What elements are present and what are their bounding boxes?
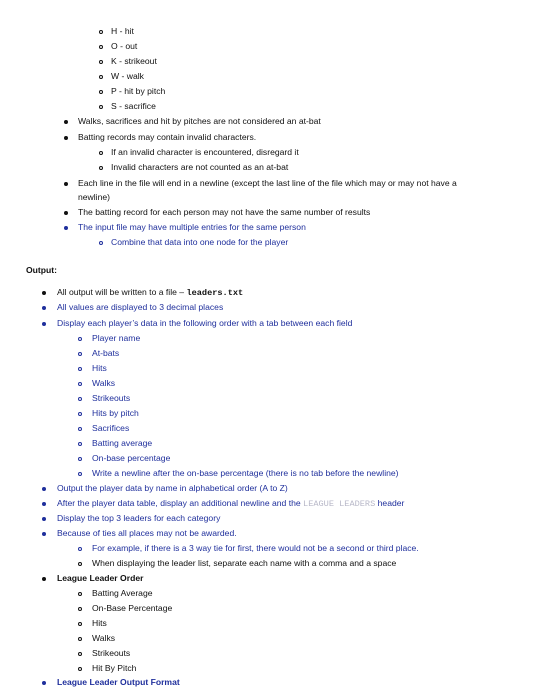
- bullet: [78, 652, 82, 656]
- decimals-note: All values are displayed to 3 decimal places: [57, 302, 224, 312]
- bullet: [78, 352, 82, 356]
- bullet: [78, 637, 82, 641]
- bullet: [64, 136, 68, 140]
- bullet: [78, 412, 82, 416]
- ties-sub-2: When displaying the leader list, separate each name with a comma and a space: [92, 558, 397, 568]
- bullet: [78, 337, 82, 341]
- field-item: Hits by pitch: [92, 408, 139, 418]
- after-table-line: [57, 497, 404, 510]
- display-order: Display each player’s data in the following order with a tab between each field: [57, 318, 353, 328]
- output-file-name: leaders.txt: [186, 288, 244, 298]
- ties-sub-1: For example, if there is a 3 way tie for first, there would not be a second or third place.: [92, 543, 419, 553]
- code-hbp: P - hit by pitch: [111, 86, 166, 96]
- after-table-prefix: After the player data table, display an additional newline and the: [57, 498, 304, 508]
- league-order-item: On-Base Percentage: [92, 603, 173, 613]
- league-order-heading: League Leader Order: [57, 573, 144, 583]
- bullet: [42, 517, 46, 521]
- bullet: [78, 397, 82, 401]
- code-sacrifice: S - sacrifice: [111, 101, 156, 111]
- output-file-prefix: All output will be written to a file –: [57, 287, 187, 297]
- bullet: [78, 622, 82, 626]
- bullet: [78, 442, 82, 446]
- bullet: [64, 182, 68, 186]
- field-item: Hits: [92, 363, 107, 373]
- bullet: [42, 681, 46, 685]
- bullet: [78, 382, 82, 386]
- walks-note: Walks, sacrifices and hit by pitches are not considered an at-bat: [78, 116, 321, 126]
- bullet: [99, 241, 103, 245]
- league-order-item: Walks: [92, 633, 116, 643]
- invalid-sub-2: Invalid characters are not counted as an at-bat: [111, 162, 289, 172]
- bullet: [78, 562, 82, 566]
- bullet: [99, 30, 103, 34]
- field-item: Sacrifices: [92, 423, 130, 433]
- league-order-item: Hit By Pitch: [92, 663, 137, 673]
- bullet: [99, 105, 103, 109]
- bullet: [99, 166, 103, 170]
- bullet: [78, 472, 82, 476]
- league-order-item: Strikeouts: [92, 648, 131, 658]
- bullet: [99, 90, 103, 94]
- bullet: [99, 151, 103, 155]
- league-leaders-code: LEAGUE LEADERS: [303, 499, 376, 509]
- code-out: O - out: [111, 41, 138, 51]
- league-format-heading: League Leader Output Format: [57, 677, 180, 687]
- bullet: [42, 532, 46, 536]
- field-item: Batting average: [92, 438, 153, 448]
- bullet: [42, 487, 46, 491]
- bullet: [99, 60, 103, 64]
- field-item: Walks: [92, 378, 116, 388]
- code-strikeout: K - strikeout: [111, 56, 157, 66]
- invalid-chars: Batting records may contain invalid characters.: [78, 132, 257, 142]
- field-item: Strikeouts: [92, 393, 131, 403]
- code-walk: W - walk: [111, 71, 144, 81]
- bullet: [64, 226, 68, 230]
- combine-note: Combine that data into one node for the player: [111, 237, 289, 247]
- after-table-suffix: header: [375, 498, 405, 508]
- bullet: [42, 502, 46, 506]
- bullet: [42, 306, 46, 310]
- bullet: [78, 607, 82, 611]
- field-item: Write a newline after the on-base percentage (there is no tab before the newline): [92, 468, 399, 478]
- bullet: [64, 211, 68, 215]
- bullet: [99, 45, 103, 49]
- output-file-line: [57, 286, 243, 299]
- alpha-order: Output the player data by name in alphabetical order (A to Z): [57, 483, 288, 493]
- bullet: [42, 322, 46, 326]
- bullet: [64, 120, 68, 124]
- code-hit: H - hit: [111, 26, 134, 36]
- bullet: [42, 577, 46, 581]
- field-item: On-base percentage: [92, 453, 171, 463]
- record-note: The batting record for each person may not have the same number of results: [78, 207, 371, 217]
- bullet: [78, 592, 82, 596]
- bullet: [78, 367, 82, 371]
- bullet: [99, 75, 103, 79]
- ties-note: Because of ties all places may not be awarded.: [57, 528, 237, 538]
- newline-note-2: newline): [78, 192, 111, 202]
- league-order-item: Batting Average: [92, 588, 153, 598]
- bullet: [42, 291, 46, 295]
- bullet: [78, 427, 82, 431]
- bullet: [78, 457, 82, 461]
- newline-note-1: Each line in the file will end in a newline (except the last line of the file which may or may not have a: [78, 178, 457, 188]
- multiple-entries: The input file may have multiple entries for the same person: [78, 222, 306, 232]
- league-order-item: Hits: [92, 618, 107, 628]
- bullet: [78, 667, 82, 671]
- field-item: At-bats: [92, 348, 120, 358]
- invalid-sub-1: If an invalid character is encountered, disregard it: [111, 147, 299, 157]
- field-item: Player name: [92, 333, 141, 343]
- output-heading: Output:: [26, 265, 58, 275]
- bullet: [78, 547, 82, 551]
- top3-note: Display the top 3 leaders for each category: [57, 513, 221, 523]
